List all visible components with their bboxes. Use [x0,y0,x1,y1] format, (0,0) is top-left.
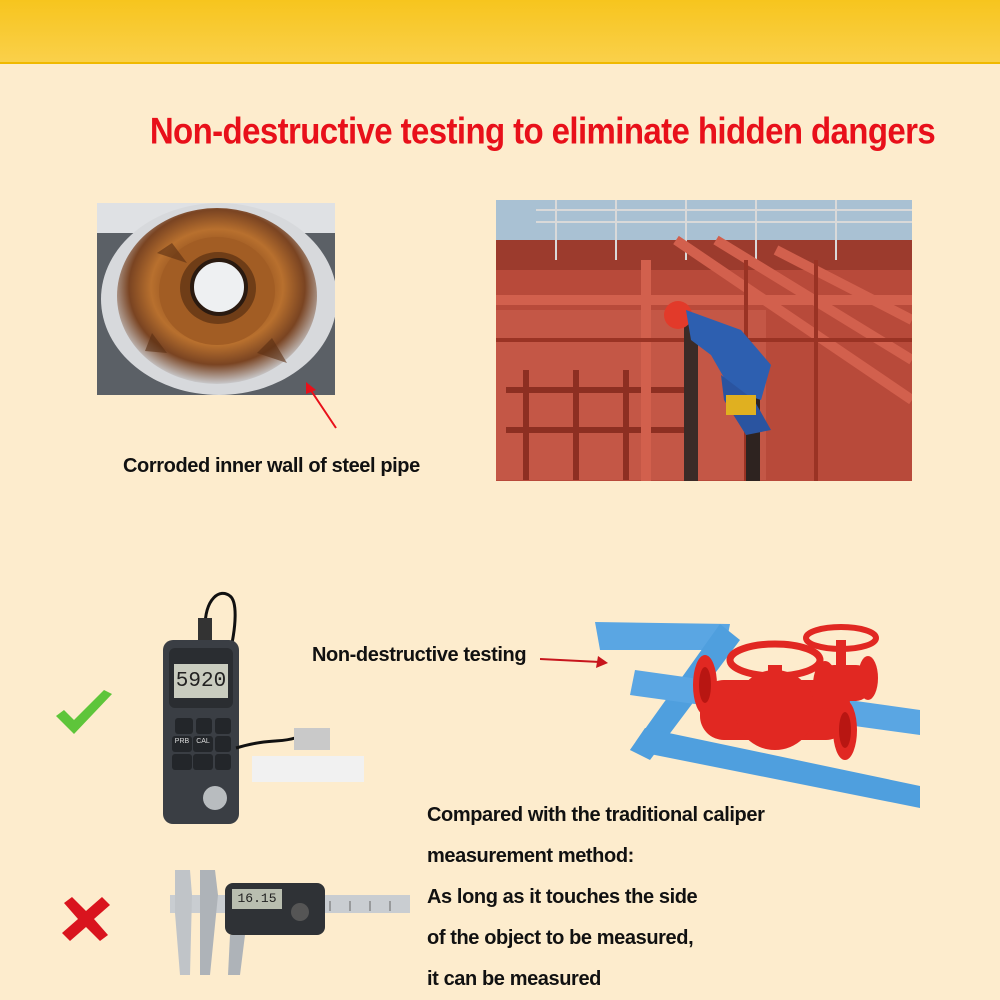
pipe-valve-illustration [590,610,920,820]
ndt-label: Non-destructive testing [312,644,527,666]
comparison-line: of the object to be measured, [427,927,694,949]
caliper-display-reading: 16.15 [237,891,277,906]
gauge-display-reading: 5920 [175,670,227,693]
digital-caliper [170,865,410,980]
corroded-caption: Corroded inner wall of steel pipe [123,455,420,477]
ship-deck-inspection-photo [496,200,912,481]
pointer-arrow-icon [300,380,340,432]
comparison-line: measurement method: [427,845,634,867]
comparison-text [427,795,764,1000]
corroded-pipe-photo [97,203,335,395]
gauge-key-prb: PRB [174,738,190,745]
comparison-line: Compared with the traditional caliper [427,804,765,826]
gauge-key-cal: CAL [196,738,210,745]
ultrasonic-thickness-gauge [160,588,370,828]
cross-mark-icon [60,895,112,943]
page-title: Non-destructive testing to eliminate hidden dangers [149,109,936,152]
check-mark-icon [52,688,116,740]
top-banner [0,0,1000,64]
comparison-line: it can be measured [427,968,601,990]
comparison-line: As long as it touches the side [427,886,698,908]
